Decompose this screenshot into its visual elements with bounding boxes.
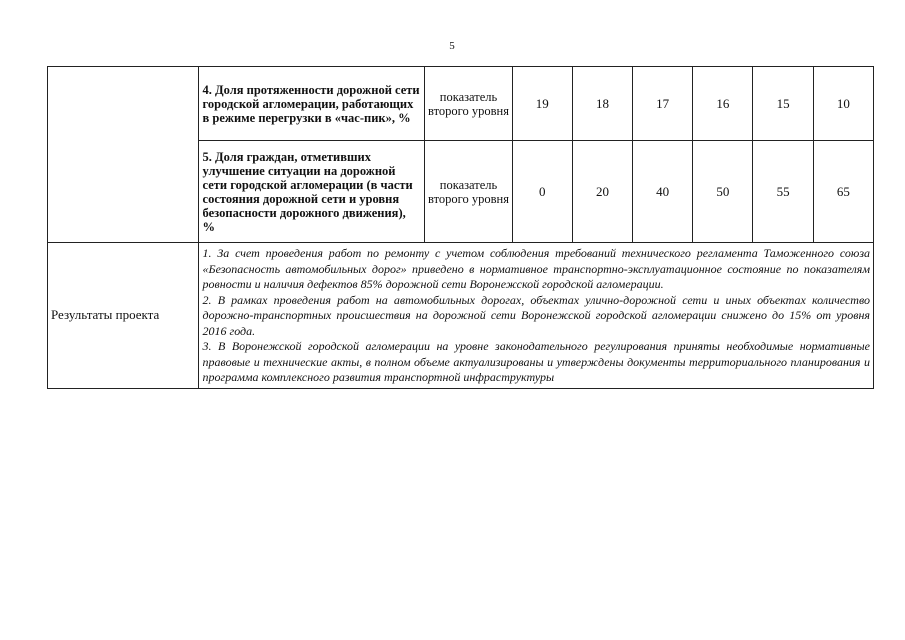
results-label: Результаты проекта [48, 243, 199, 389]
indicator-title: 4. Доля протяженности дорожной сети городской агломерации, работающих в режиме перегрузки в «час-пик», % [198, 67, 425, 141]
indicator-value: 20 [572, 141, 632, 243]
indicator-value: 10 [813, 67, 873, 141]
empty-label-cell [48, 67, 199, 243]
indicator-value: 65 [813, 141, 873, 243]
result-item: 2. В рамках проведения работ на автомобильных дорогах, объектах улично-дорожной сети и иных объектах количество дорожно-транспортных происшествия на дорожной сети Воронежской городской агломерации снижено до 15% от уровня 2016 года. [202, 292, 870, 338]
indicator-title: 5. Доля граждан, отметивших улучшение ситуации на дорожной сети городской агломерации (в части состояния дорожной сети и уровня безопасности дорожного движения), % [198, 141, 425, 243]
indicator-value: 0 [512, 141, 572, 243]
indicator-type: показатель второго уровня [425, 67, 512, 141]
indicator-value: 18 [572, 67, 632, 141]
indicator-value: 15 [753, 67, 813, 141]
indicator-type: показатель второго уровня [425, 141, 512, 243]
indicator-value: 17 [633, 67, 693, 141]
indicator-row-4 [48, 67, 874, 141]
indicator-value: 55 [753, 141, 813, 243]
indicator-value: 19 [512, 67, 572, 141]
indicator-value: 16 [693, 67, 753, 141]
result-item: 3. В Воронежской городской агломерации на уровне законодательного регулирования приняты необходимые нормативные правовые и технические акты, в полном объеме актуализированы и утверждены документы территориального планирования и программа комплексного развития транспортной инфраструктуры [202, 339, 870, 384]
results-row [48, 243, 874, 389]
results-text [198, 243, 873, 389]
indicator-value: 40 [633, 141, 693, 243]
page-number: 5 [449, 40, 455, 52]
indicator-value: 50 [693, 141, 753, 243]
project-table [47, 66, 874, 389]
result-item: 1. За счет проведения работ по ремонту с учетом соблюдения требований технического регламента Таможенного союза «Безопасность автомобильных дорог» приведено в нормативное транспортно-эксплуатационное состояние по показателям ровности и наличия дефектов 85% дорожной сети Воронежской городской агломерации. [202, 246, 870, 291]
